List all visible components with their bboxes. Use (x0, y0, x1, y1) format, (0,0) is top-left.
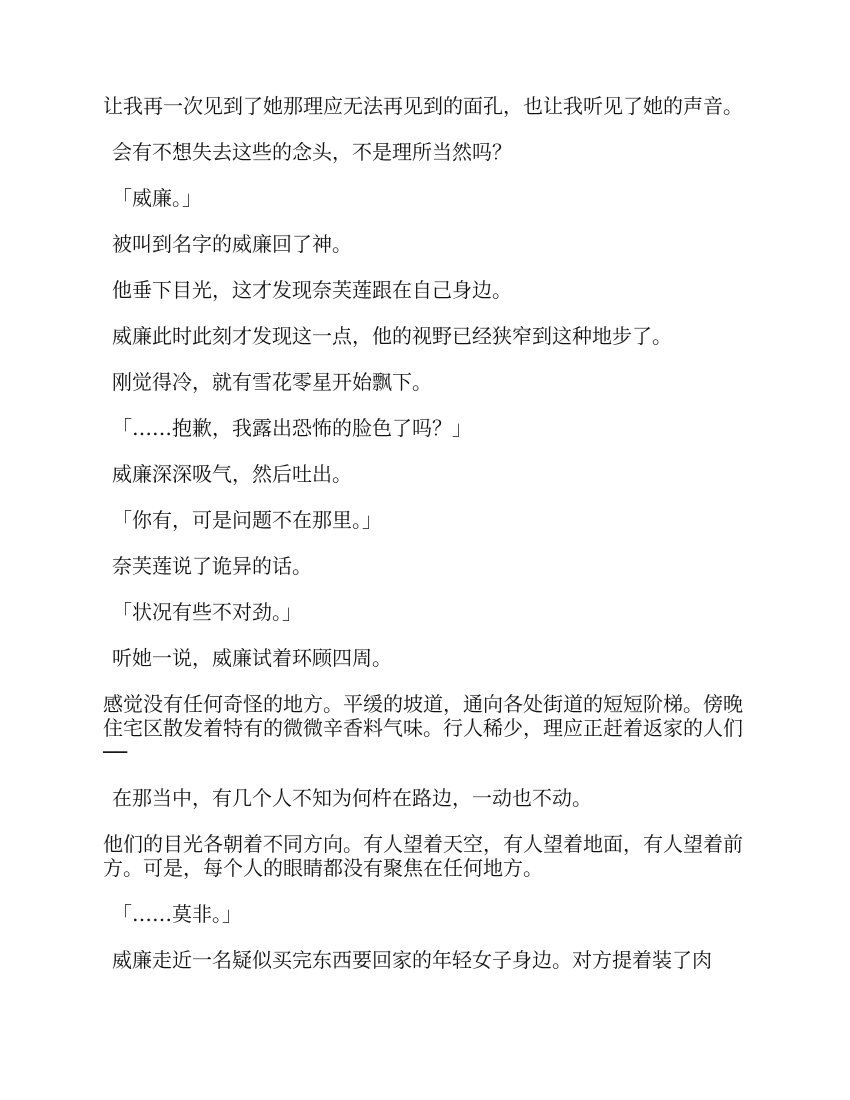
paragraph: 感觉没有任何奇怪的地方。平缓的坡道，通向各处街道的短短阶梯。傍晚住宅区散发着特有的微微辛香料气味。行人稀少，理应正赶着返家的人们── (103, 692, 743, 764)
paragraph: 「威廉。」 (112, 186, 202, 210)
paragraph: 「你有，可是问题不在那里。」 (112, 508, 382, 532)
paragraph: 威廉走近一名疑似买完东西要回家的年轻女子身边。对方提着装了肉 (112, 948, 712, 972)
paragraph: 威廉深深吸气，然后吐出。 (112, 462, 352, 486)
paragraph: 「状况有些不对劲。」 (112, 600, 302, 624)
paragraph: 他垂下目光，这才发现奈芙莲跟在自己身边。 (112, 278, 512, 302)
paragraph: 在那当中，有几个人不知为何杵在路边，一动也不动。 (112, 786, 592, 810)
paragraph: 「……抱歉，我露出恐怖的脸色了吗？」 (112, 416, 472, 440)
paragraph: 让我再一次见到了她那理应无法再见到的面孔，也让我听见了她的声音。 (103, 94, 743, 118)
paragraph: 威廉此时此刻才发现这一点，他的视野已经狭窄到这种地步了。 (112, 324, 672, 348)
paragraph: 听她一说，威廉试着环顾四周。 (112, 646, 392, 670)
paragraph: 刚觉得冷，就有雪花零星开始飘下。 (112, 370, 432, 394)
paragraph: 「……莫非。」 (112, 902, 242, 926)
paragraph: 被叫到名字的威廉回了神。 (112, 232, 352, 256)
paragraph: 奈芙莲说了诡异的话。 (112, 554, 312, 578)
paragraph: 他们的目光各朝着不同方向。有人望着天空，有人望着地面，有人望着前方。可是，每个人的眼睛都没有聚焦在任何地方。 (103, 832, 743, 880)
body-text (103, 94, 753, 994)
paragraph: 会有不想失去这些的念头，不是理所当然吗？ (112, 140, 512, 164)
